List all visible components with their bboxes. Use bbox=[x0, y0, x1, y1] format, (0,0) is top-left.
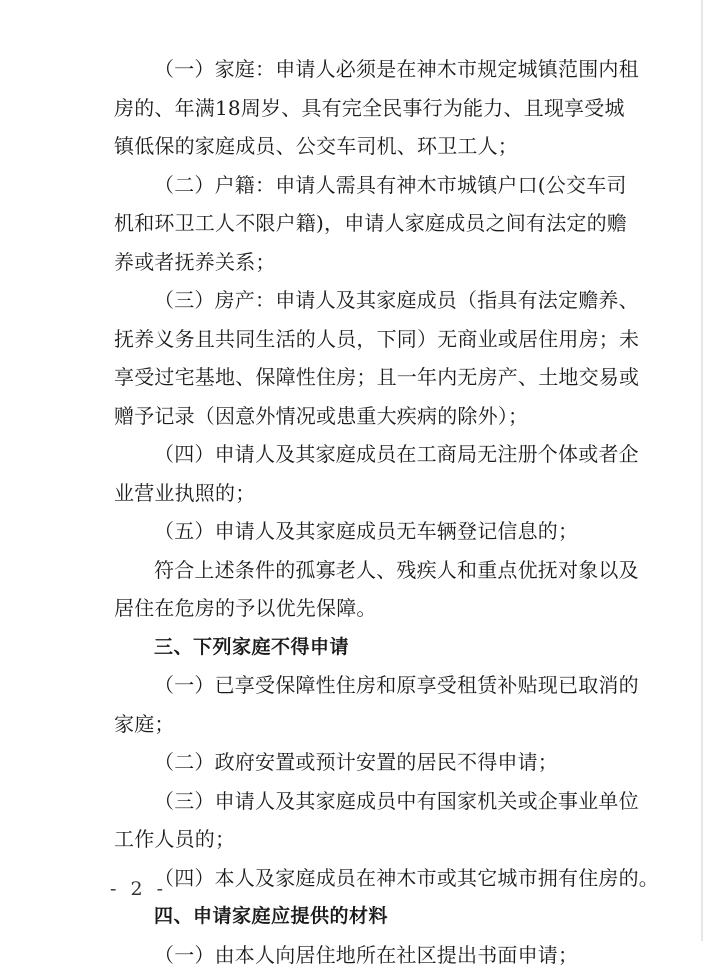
body-text-line: （二）政府安置或预计安置的居民不得申请； bbox=[114, 743, 614, 782]
body-text-line: 工作人员的； bbox=[114, 820, 614, 859]
body-text-line: 镇低保的家庭成员、公交车司机、环卫工人； bbox=[114, 127, 614, 166]
body-text-line: （四）申请人及其家庭成员在工商局无注册个体或者企 bbox=[114, 435, 604, 474]
body-text-line: 符合上述条件的孤寡老人、残疾人和重点优抚对象以及 bbox=[114, 551, 604, 590]
body-text-line: 业营业执照的； bbox=[114, 474, 614, 513]
body-text-line: （五）申请人及其家庭成员无车辆登记信息的； bbox=[114, 512, 614, 551]
body-text-line: 居住在危房的予以优先保障。 bbox=[114, 589, 614, 628]
body-text-line: 赠予记录（因意外情况或患重大疾病的除外）； bbox=[114, 397, 614, 436]
body-text-line: （四）本人及家庭成员在神木市或其它城市拥有住房的。 bbox=[114, 859, 614, 898]
body-text-line: （一）已享受保障性住房和原享受租赁补贴现已取消的 bbox=[114, 666, 604, 705]
body-text-line: 家庭； bbox=[114, 705, 614, 744]
section-heading: 三、下列家庭不得申请 bbox=[114, 628, 614, 667]
body-text-line: （三）申请人及其家庭成员中有国家机关或企事业单位 bbox=[114, 782, 604, 821]
page-number: - 2 - bbox=[110, 878, 167, 900]
body-text-line: （三）房产：申请人及其家庭成员（指具有法定赡养、 bbox=[114, 281, 604, 320]
document-body bbox=[114, 50, 614, 974]
body-text-line: 享受过宅基地、保障性住房；且一年内无房产、土地交易或 bbox=[114, 358, 604, 397]
body-text-line: （一）家庭：申请人必须是在神木市规定城镇范围内租 bbox=[114, 50, 604, 89]
body-text-line: 养或者抚养关系； bbox=[114, 243, 614, 282]
body-text-line: 抚养义务且共同生活的人员，下同）无商业或居住用房；未 bbox=[114, 320, 604, 359]
body-text-line: 机和环卫工人不限户籍)，申请人家庭成员之间有法定的赡 bbox=[114, 204, 604, 243]
section-heading: 四、申请家庭应提供的材料 bbox=[114, 897, 614, 936]
body-text-line: （一）由本人向居住地所在社区提出书面申请； bbox=[114, 936, 614, 974]
body-text-line: 房的、年满18周岁、具有完全民事行为能力、且现享受城 bbox=[114, 89, 604, 128]
body-text-line: （二）户籍：申请人需具有神木市城镇户口(公交车司 bbox=[114, 166, 604, 205]
